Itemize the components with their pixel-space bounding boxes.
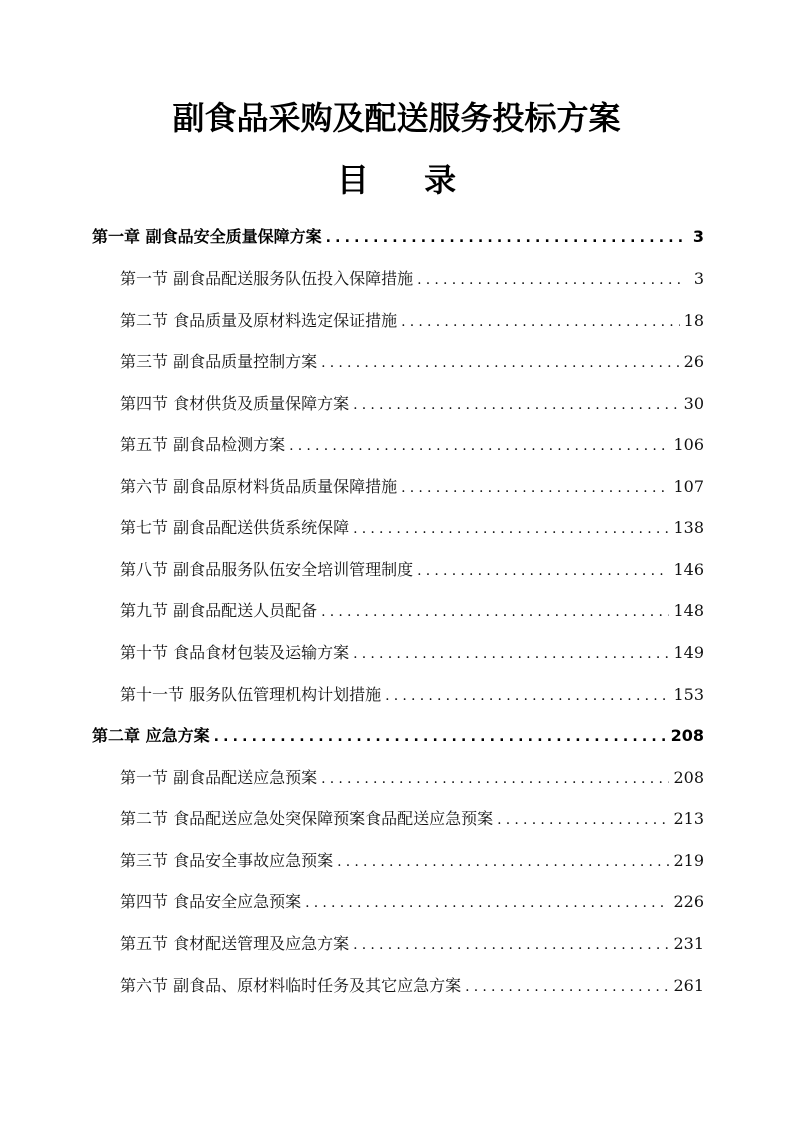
toc-entry-label: 第四节 食品安全应急预案 [120, 892, 302, 911]
toc-entry-section[interactable] [120, 684, 704, 706]
toc-entry-label: 第五节 食材配送管理及应急方案 [120, 934, 350, 953]
toc-heading: 目 录 [336, 161, 479, 199]
toc-entry-section[interactable] [120, 975, 704, 997]
toc-entry-label: 第六节 副食品原材料货品质量保障措施 [120, 477, 398, 496]
toc-entry-section[interactable] [120, 517, 704, 539]
toc-entry-page: 107 [673, 477, 704, 496]
toc-entry-page: 208 [673, 768, 704, 787]
toc-entry-label: 第三节 食品安全事故应急预案 [120, 851, 334, 870]
toc-leader-dots [385, 685, 669, 706]
toc-entry-label: 第八节 副食品服务队伍安全培训管理制度 [120, 560, 414, 579]
toc-entry-page: 149 [673, 643, 704, 662]
document-title: 副食品采购及配送服务投标方案 [172, 99, 621, 137]
toc-entry-chapter[interactable] [92, 725, 704, 747]
toc-leader-dots [337, 851, 669, 872]
toc-leader-dots [497, 809, 669, 830]
toc-leader-dots [417, 269, 686, 290]
toc-entry-section[interactable] [120, 351, 704, 373]
toc-entry-section[interactable] [120, 559, 704, 581]
toc-leader-dots [401, 311, 680, 332]
toc-entry-page: 261 [673, 976, 704, 995]
toc-entry-label: 第七节 副食品配送供货系统保障 [120, 518, 350, 537]
toc-entry-page: 231 [673, 934, 704, 953]
toc-leader-dots [353, 934, 669, 955]
toc-leader-dots [401, 477, 669, 498]
toc-entry-label: 第一章 副食品安全质量保障方案 [92, 227, 322, 246]
toc-entry-section[interactable] [120, 393, 704, 415]
toc-leader-dots [353, 643, 669, 664]
toc-leader-dots [326, 227, 686, 248]
toc-entry-label: 第二节 食品配送应急处突保障预案食品配送应急预案 [120, 809, 494, 828]
toc-entry-section[interactable] [120, 767, 704, 789]
toc-entry-section[interactable] [120, 642, 704, 664]
toc-leader-dots [353, 518, 669, 539]
toc-entry-label: 第六节 副食品、原材料临时任务及其它应急方案 [120, 976, 462, 995]
toc-entry-label: 第三节 副食品质量控制方案 [120, 352, 318, 371]
toc-leader-dots [214, 726, 667, 747]
toc-entry-section[interactable] [120, 310, 704, 332]
toc-entry-section[interactable] [120, 808, 704, 830]
toc-entry-section[interactable] [120, 268, 704, 290]
toc-entry-page: 226 [673, 892, 704, 911]
toc-entry-page: 30 [683, 394, 704, 413]
toc-entry-chapter[interactable] [92, 226, 704, 248]
toc-entry-label: 第一节 副食品配送服务队伍投入保障措施 [120, 269, 414, 288]
toc-entry-page: 219 [673, 851, 704, 870]
toc-leader-dots [465, 976, 669, 997]
toc-entry-label: 第二节 食品质量及原材料选定保证措施 [120, 311, 398, 330]
toc-entry-section[interactable] [120, 476, 704, 498]
toc-leader-dots [321, 352, 680, 373]
toc-entry-label: 第十节 食品食材包装及运输方案 [120, 643, 350, 662]
toc-entry-label: 第九节 副食品配送人员配备 [120, 601, 318, 620]
toc-entry-page: 3 [692, 227, 704, 246]
toc-entry-page: 148 [673, 601, 704, 620]
toc-leader-dots [321, 601, 669, 622]
toc-entry-page: 213 [673, 809, 704, 828]
toc-entry-page: 18 [683, 311, 704, 330]
toc-entry-page: 26 [683, 352, 704, 371]
toc-entry-label: 第二章 应急方案 [92, 726, 210, 745]
toc-entry-section[interactable] [120, 434, 704, 456]
toc-entry-section[interactable] [120, 891, 704, 913]
toc-leader-dots [417, 560, 669, 581]
toc-entry-section[interactable] [120, 933, 704, 955]
toc-entry-label: 第四节 食材供货及质量保障方案 [120, 394, 350, 413]
toc-entry-section[interactable] [120, 600, 704, 622]
toc-entry-label: 第一节 副食品配送应急预案 [120, 768, 318, 787]
toc-entry-page: 146 [673, 560, 704, 579]
toc-leader-dots [321, 768, 669, 789]
toc-leader-dots [289, 435, 669, 456]
toc-entry-page: 153 [673, 685, 704, 704]
toc-entry-label: 第十一节 服务队伍管理机构计划措施 [120, 685, 382, 704]
toc-entry-page: 138 [673, 518, 704, 537]
toc-entry-page: 3 [693, 269, 704, 288]
toc-leader-dots [305, 892, 669, 913]
toc-leader-dots [353, 394, 680, 415]
toc-entry-label: 第五节 副食品检测方案 [120, 435, 286, 454]
toc-entry-page: 106 [673, 435, 704, 454]
toc-entry-page: 208 [670, 726, 704, 745]
toc-entry-section[interactable] [120, 850, 704, 872]
